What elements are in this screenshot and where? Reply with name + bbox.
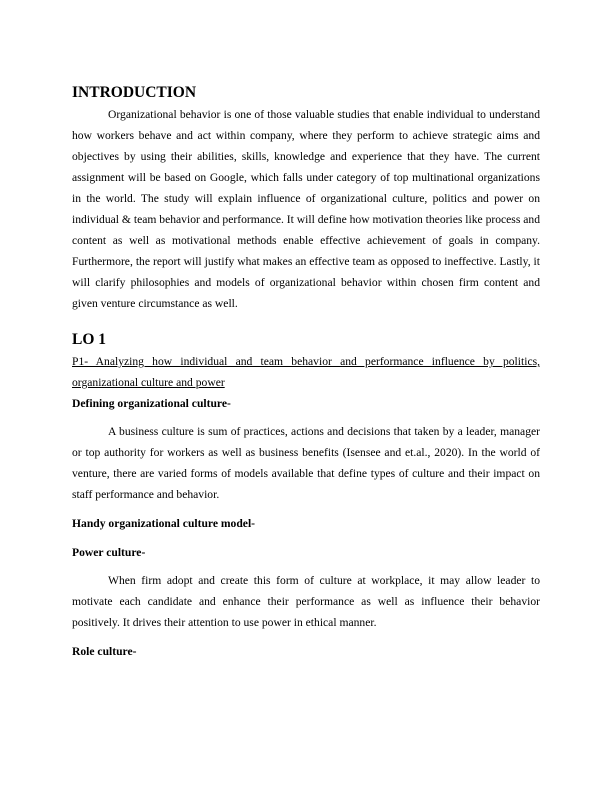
power-culture-paragraph: When firm adopt and create this form of culture at workplace, it may allow leader to motivate each candidate and enhance their performance as well as influence their behavior positively. It drives their attention to use power in ethical manner. — [72, 574, 540, 629]
introduction-heading: INTRODUCTION — [72, 84, 197, 101]
lo1-heading: LO 1 — [72, 331, 107, 348]
defining-culture-paragraph: A business culture is sum of practices, actions and decisions that taken by a leader, manager or top authority for workers as well as business benefits (Isensee and et.al., 2020). In the world of venture, there are varied forms of models available that define types of culture and their impact on staff performance and behavior. — [72, 425, 540, 501]
introduction-paragraph: Organizational behavior is one of those valuable studies that enable individual to understand how workers behave and act within company, where they perform to achieve strategic aims and objectives by using their abilities, skills, knowledge and experience that they have. The current assignment will be based on Google, which falls under category of top multinational organizations in the world. The study will explain influence of organizational culture, politics and power on individual & team behavior and performance. It will define how motivation theories like process and content as well as motivational methods enable effective achievement of goals in company. Furthermore, the report will justify what makes an effective team as opposed to ineffective. Lastly, it will clarify philosophies and models of organizational behavior within chosen firm content and given venture circumstance as well. — [72, 108, 540, 310]
document-page — [72, 84, 540, 662]
handy-model-heading: Handy organizational culture model- — [72, 517, 256, 530]
role-culture-heading: Role culture- — [72, 645, 137, 658]
power-culture-heading: Power culture- — [72, 546, 146, 559]
p1-title: P1- Analyzing how individual and team behavior and performance influence by politics, organizational culture and power — [72, 355, 540, 389]
defining-culture-heading: Defining organizational culture- — [72, 397, 231, 410]
